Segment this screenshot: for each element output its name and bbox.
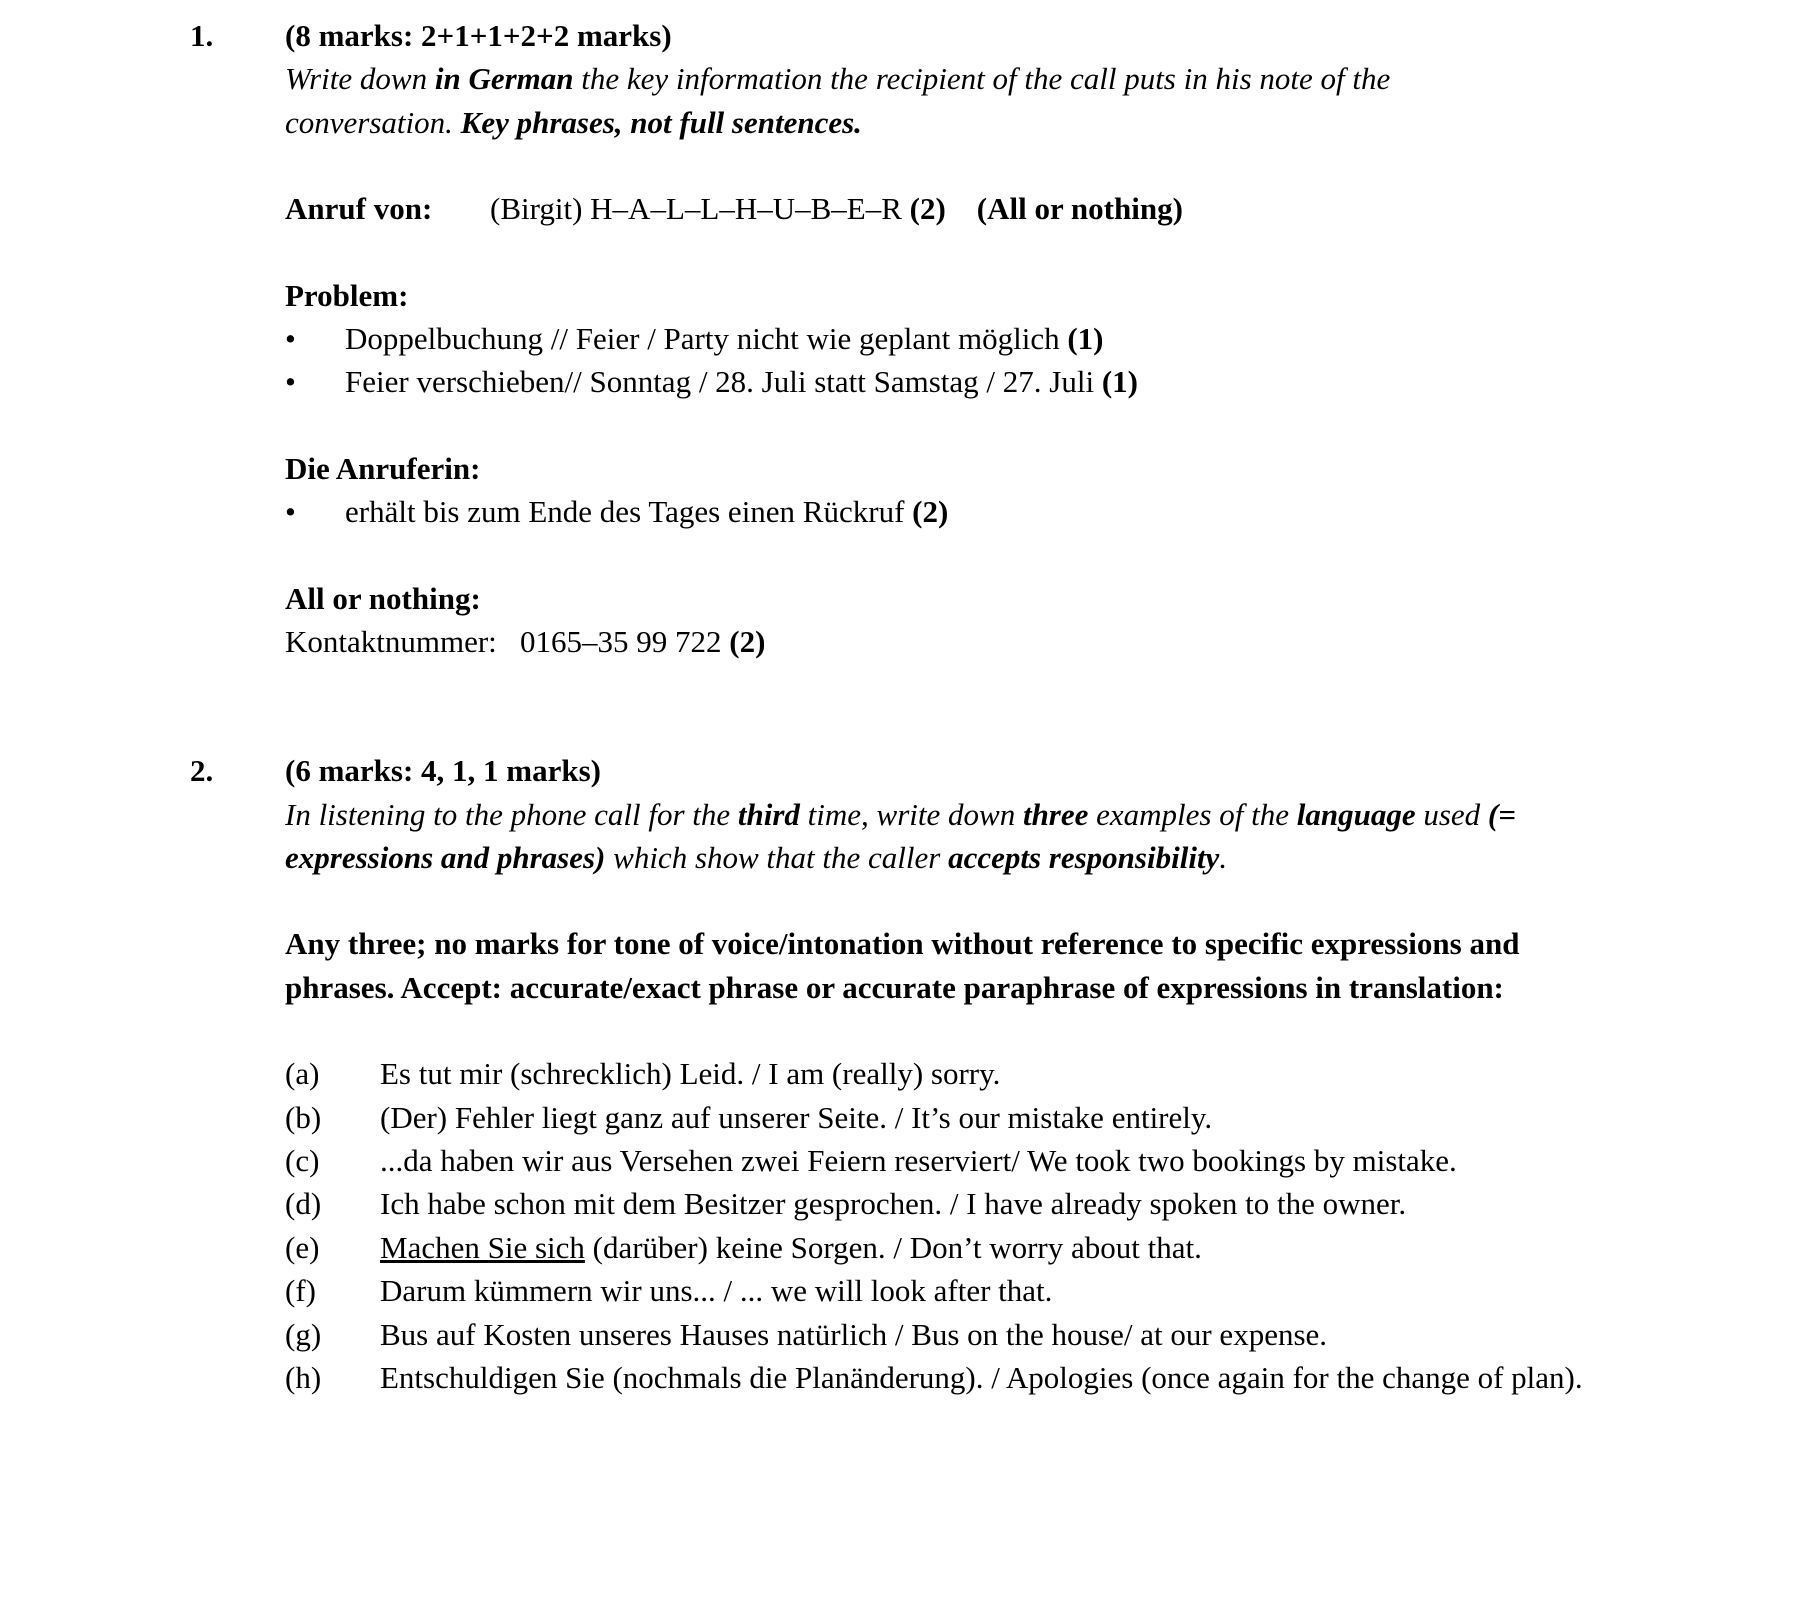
question-2-marks-heading: (6 marks: 4, 1, 1 marks) (285, 753, 601, 789)
instruction-segment: Write down (285, 61, 435, 97)
answer-label: (f) (285, 1273, 316, 1309)
instruction-segment-bold: third (737, 796, 800, 832)
bullet-mark: (1) (1067, 320, 1104, 356)
answer-text (380, 1182, 1615, 1225)
instruction-segment-bold: accepts responsibility (948, 840, 1220, 876)
answer-main-text: Bus auf Kosten unseres Hauses natürlich / Bus on the house/ at our expense. (380, 1316, 1328, 1352)
answer-label: (a) (285, 1056, 320, 1092)
bullet-answer: Doppelbuchung // Feier / Party nicht wie geplant möglich (345, 320, 1068, 356)
answer-item-a (285, 1052, 1615, 1095)
answer-main-text: Es tut mir (schrecklich) Leid. / I am (really) sorry. (380, 1056, 1001, 1092)
answer-label: (b) (285, 1099, 322, 1135)
instruction-segment-bold: three (1022, 796, 1089, 832)
anruferin-bullet-1 (285, 490, 1595, 533)
answer-underlined-text: Machen Sie sich (380, 1229, 585, 1265)
question-1-body (285, 14, 1728, 663)
answer-text (380, 1096, 1615, 1139)
bullet-mark: (1) (1101, 364, 1138, 400)
question-2-body (285, 749, 1728, 1399)
answer-label: (h) (285, 1359, 322, 1395)
answer-main-text: Darum kümmern wir uns... / ... we will look after that. (380, 1273, 1053, 1309)
answer-label: (e) (285, 1229, 320, 1265)
bullet-answer: erhält bis zum Ende des Tages einen Rückruf (345, 494, 913, 530)
kontaktnummer-mark: (2) (729, 623, 766, 659)
question-1-number: 1. (190, 18, 214, 53)
problem-bullet-2 (285, 360, 1595, 403)
instruction-segment: which show that the caller (605, 840, 949, 876)
bullet-text (345, 317, 1103, 360)
instruction-segment: the key information the recipient of the call puts in his note of the conversation. (285, 61, 1391, 140)
instruction-segment-bold: (= expressions and phrases) (285, 796, 1516, 876)
kontaktnummer-answer: 0165–35 99 722 (520, 623, 730, 659)
answer-text (380, 1052, 1615, 1095)
answer-item-f (285, 1269, 1615, 1312)
answers-list (285, 1052, 1615, 1399)
anruferin-heading: Die Anruferin: (285, 450, 481, 486)
question-1 (190, 14, 1728, 663)
answer-text (380, 1269, 1615, 1312)
marking-note: Any three; no marks for tone of voice/intonation without reference to specific expressions and phrases. Accept: accurate/exact phrase or accurate paraphrase of expressions in translation: (285, 926, 1520, 1005)
kontaktnummer-value (520, 620, 765, 663)
answer-label: (g) (285, 1316, 322, 1352)
answer-item-d (285, 1182, 1615, 1225)
answer-item-g (285, 1313, 1615, 1356)
bullet-answer: Feier verschieben// Sonntag / 28. Juli statt Samstag / 27. Juli (345, 364, 1102, 400)
all-or-nothing-heading: All or nothing: (285, 580, 481, 616)
bullet-text (345, 360, 1138, 403)
problem-heading: Problem: (285, 277, 409, 313)
answer-main-text: ...da haben wir aus Versehen zwei Feiern reserviert/ We took two bookings by mistake. (380, 1143, 1457, 1179)
answer-text (380, 1313, 1615, 1356)
anruf-von-answer: (Birgit) H–A–L–L–H–U–B–E–R (490, 191, 910, 227)
answer-item-e (285, 1226, 1615, 1269)
bullet-mark: (2) (912, 494, 949, 530)
problem-bullet-1 (285, 317, 1595, 360)
question-1-marks-heading: (8 marks: 2+1+1+2+2 marks) (285, 18, 672, 53)
question-2 (190, 749, 1728, 1399)
answer-main-text: (Der) Fehler liegt ganz auf unserer Seite. / It’s our mistake entirely. (380, 1099, 1213, 1135)
answer-item-b (285, 1096, 1615, 1139)
answer-text (380, 1356, 1615, 1399)
anruf-von-value (490, 187, 1183, 230)
answer-main-text: Entschuldigen Sie (nochmals die Planänderung). / Apologies (once again for the change of plan). (380, 1359, 1583, 1395)
question-2-instruction (285, 793, 1550, 880)
question-2-number: 2. (190, 753, 214, 789)
answer-item-h (285, 1356, 1615, 1399)
anruf-von-mark: (2) (909, 191, 946, 227)
bullet-icon: • (285, 494, 296, 530)
instruction-segment-bold: in German (434, 61, 574, 97)
instruction-segment-bold: language (1296, 796, 1416, 832)
anruf-von-note: (All or nothing) (976, 191, 1183, 227)
instruction-segment: used (1415, 796, 1488, 832)
answer-label: (c) (285, 1143, 320, 1179)
anruf-von-row (285, 187, 1728, 230)
answer-main-text: (darüber) keine Sorgen. / Don’t worry about that. (584, 1229, 1202, 1265)
answer-main-text: Ich habe schon mit dem Besitzer gesprochen. / I have already spoken to the owner. (380, 1186, 1407, 1222)
answer-label: (d) (285, 1186, 322, 1222)
answer-text (380, 1139, 1615, 1182)
answer-item-c (285, 1139, 1615, 1182)
instruction-segment: examples of the (1088, 796, 1297, 832)
question-1-instruction (285, 57, 1465, 144)
anruf-von-label: Anruf von: (285, 191, 433, 227)
answer-text (380, 1226, 1615, 1269)
bullet-icon: • (285, 364, 296, 400)
bullet-icon: • (285, 320, 296, 356)
kontaktnummer-label: Kontaktnummer: (285, 623, 497, 659)
instruction-segment: time, write down (799, 796, 1023, 832)
instruction-segment-bold: Key phrases, not full sentences. (460, 104, 862, 140)
instruction-segment: . (1219, 840, 1228, 876)
instruction-segment: In listening to the phone call for the (285, 796, 738, 832)
bullet-text (345, 490, 948, 533)
kontaktnummer-row (285, 620, 1728, 663)
